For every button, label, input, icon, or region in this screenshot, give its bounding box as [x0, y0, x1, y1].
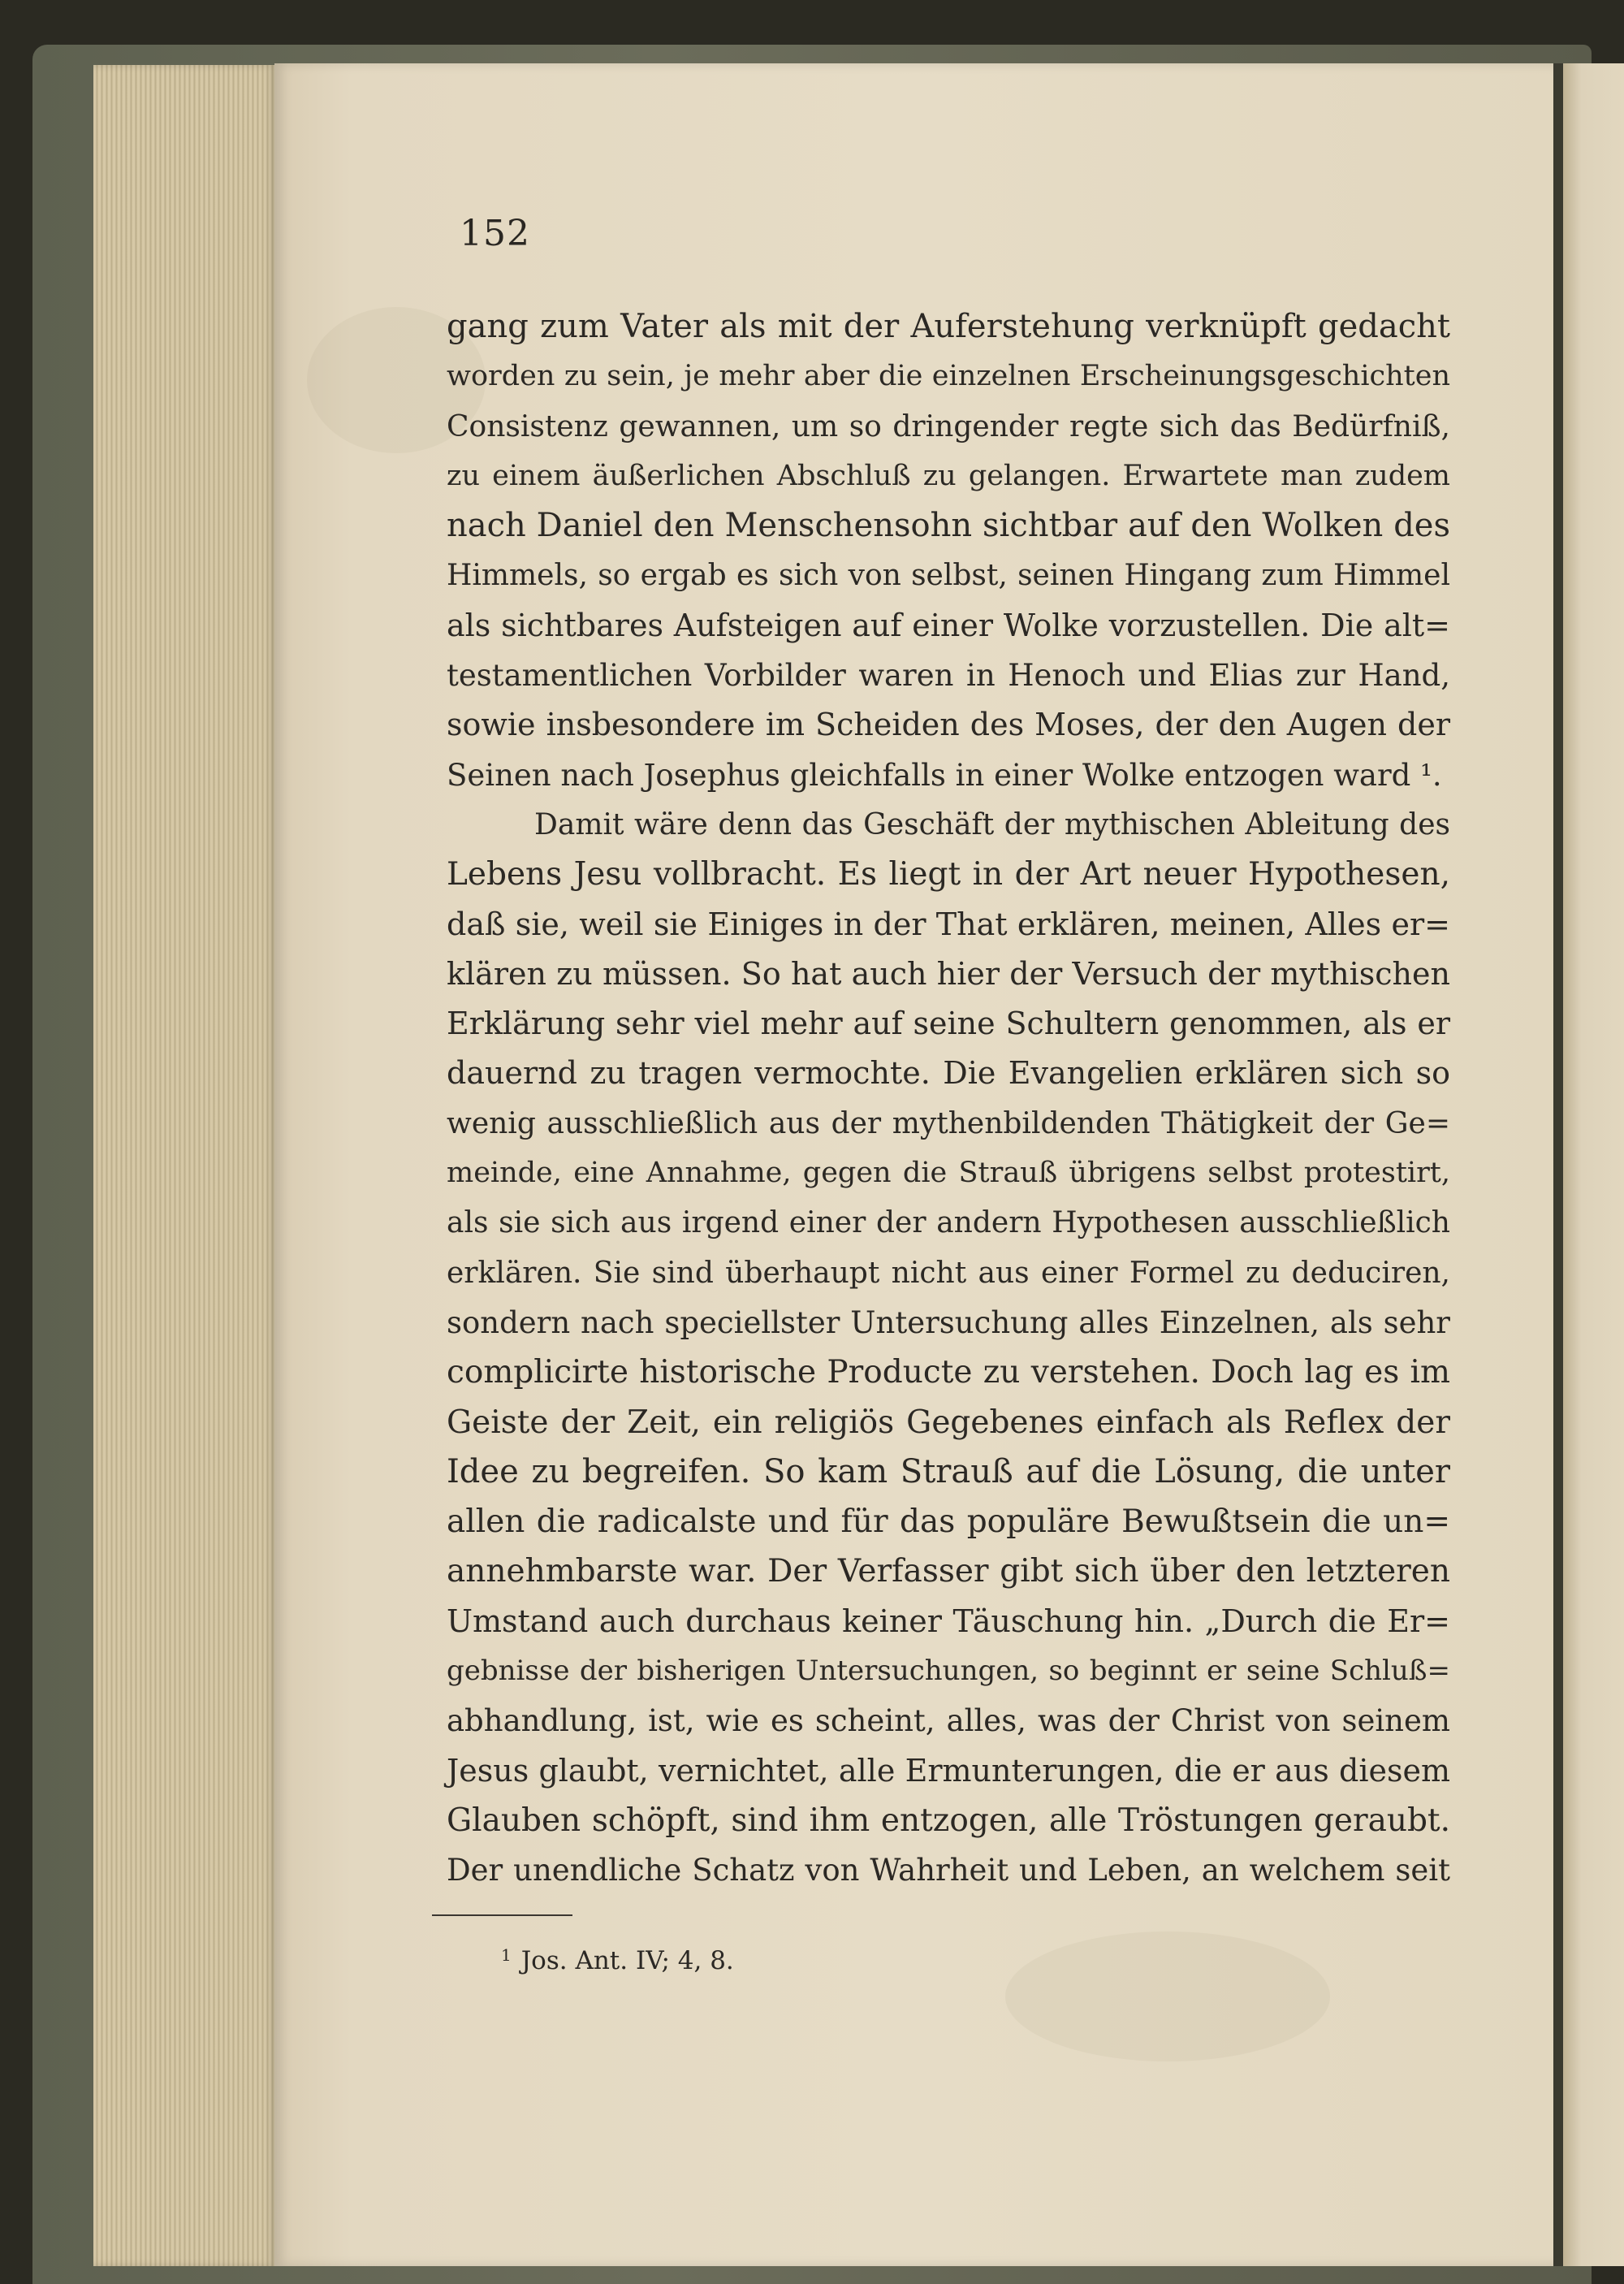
body-text	[447, 302, 1450, 1896]
footnote-text: Jos. Ant. IV; 4, 8.	[520, 1946, 734, 1975]
text-line: nach Daniel den Menschensohn sichtbar auf den Wolken des	[447, 507, 1450, 545]
text-line: Damit wäre denn das Geschäft der mythischen Ableitung des	[534, 807, 1450, 841]
text-line: annehmbarste war. Der Verfasser gibt sich über den letzteren	[447, 1553, 1450, 1590]
text-line: Consistenz gewannen, um so dringender regte sich das Bedürfniß,	[447, 409, 1450, 443]
text-line: als sie sich aus irgend einer der andern Hypothesen ausschließlich	[447, 1206, 1450, 1240]
text-line: gebnisse der bisherigen Untersuchungen, so beginnt er seine Schluß=	[447, 1655, 1450, 1688]
text-line: sondern nach speciellster Untersuchung alles Einzelnen, als sehr	[447, 1304, 1450, 1340]
text-line: Der unendliche Schatz von Wahrheit und Leben, an welchem seit	[447, 1853, 1450, 1888]
page-number: 152	[460, 213, 530, 254]
text-line: Glauben schöpft, sind ihm entzogen, alle Tröstungen geraubt.	[447, 1802, 1450, 1839]
footnote-rule	[432, 1914, 572, 1916]
text-line: complicirte historische Producte zu verstehen. Doch lag es im	[447, 1354, 1450, 1391]
paper-stain	[1005, 1931, 1330, 2061]
text-line: Geiste der Zeit, ein religiös Gegebenes einfach als Reflex der	[447, 1404, 1450, 1441]
text-line: erklären. Sie sind überhaupt nicht aus einer Formel zu deduciren,	[447, 1256, 1450, 1290]
text-line: gang zum Vater als mit der Auferstehung verknüpft gedacht	[447, 308, 1450, 345]
text-line: Idee zu begreifen. So kam Strauß auf die Lösung, die unter	[447, 1452, 1450, 1490]
text-line: abhandlung, ist, wie es scheint, alles, was der Christ von seinem	[447, 1703, 1450, 1739]
text-line: Seinen nach Josephus gleichfalls in einer Wolke entzogen ward ¹.	[447, 757, 1442, 793]
text-line: allen die radicalste und für das populäre Bewußtsein die un=	[447, 1503, 1450, 1541]
text-line: worden zu sein, je mehr aber die einzelnen Erscheinungsgeschichten	[447, 360, 1450, 393]
text-line: wenig ausschließlich aus der mythenbildenden Thätigkeit der Ge=	[447, 1106, 1450, 1140]
text-line: klären zu müssen. So hat auch hier der Versuch der mythischen	[447, 955, 1450, 992]
footnote	[501, 1945, 734, 1975]
footnote-marker: 1	[501, 1945, 512, 1965]
text-line: meinde, eine Annahme, gegen die Strauß übrigens selbst protestirt,	[447, 1157, 1450, 1190]
text-line: Lebens Jesu vollbracht. Es liegt in der Art neuer Hypothesen,	[447, 856, 1450, 893]
text-line: Erklärung sehr viel mehr auf seine Schultern genommen, als er	[447, 1006, 1450, 1042]
adjacent-page-edge	[1563, 63, 1624, 2266]
text-line: daß sie, weil sie Einiges in der That erklären, meinen, Alles er=	[447, 906, 1450, 942]
text-line: Umstand auch durchaus keiner Täuschung hin. „Durch die Er=	[447, 1603, 1450, 1639]
text-line: Jesus glaubt, vernichtet, alle Ermunterungen, die er aus diesem	[447, 1752, 1450, 1789]
text-line: testamentlichen Vorbilder waren in Henoch und Elias zur Hand,	[447, 658, 1450, 694]
text-line: zu einem äußerlichen Abschluß zu gelangen. Erwartete man zudem	[447, 459, 1450, 492]
text-line: dauernd zu tragen vermochte. Die Evangelien erklären sich so	[447, 1055, 1450, 1092]
text-line: sowie insbesondere im Scheiden des Moses, der den Augen der	[447, 707, 1450, 743]
text-line: Himmels, so ergab es sich von selbst, seinen Hingang zum Himmel	[447, 559, 1450, 593]
page-edges	[93, 65, 276, 2266]
text-line: als sichtbares Aufsteigen auf einer Wolke vorzustellen. Die alt=	[447, 607, 1450, 643]
